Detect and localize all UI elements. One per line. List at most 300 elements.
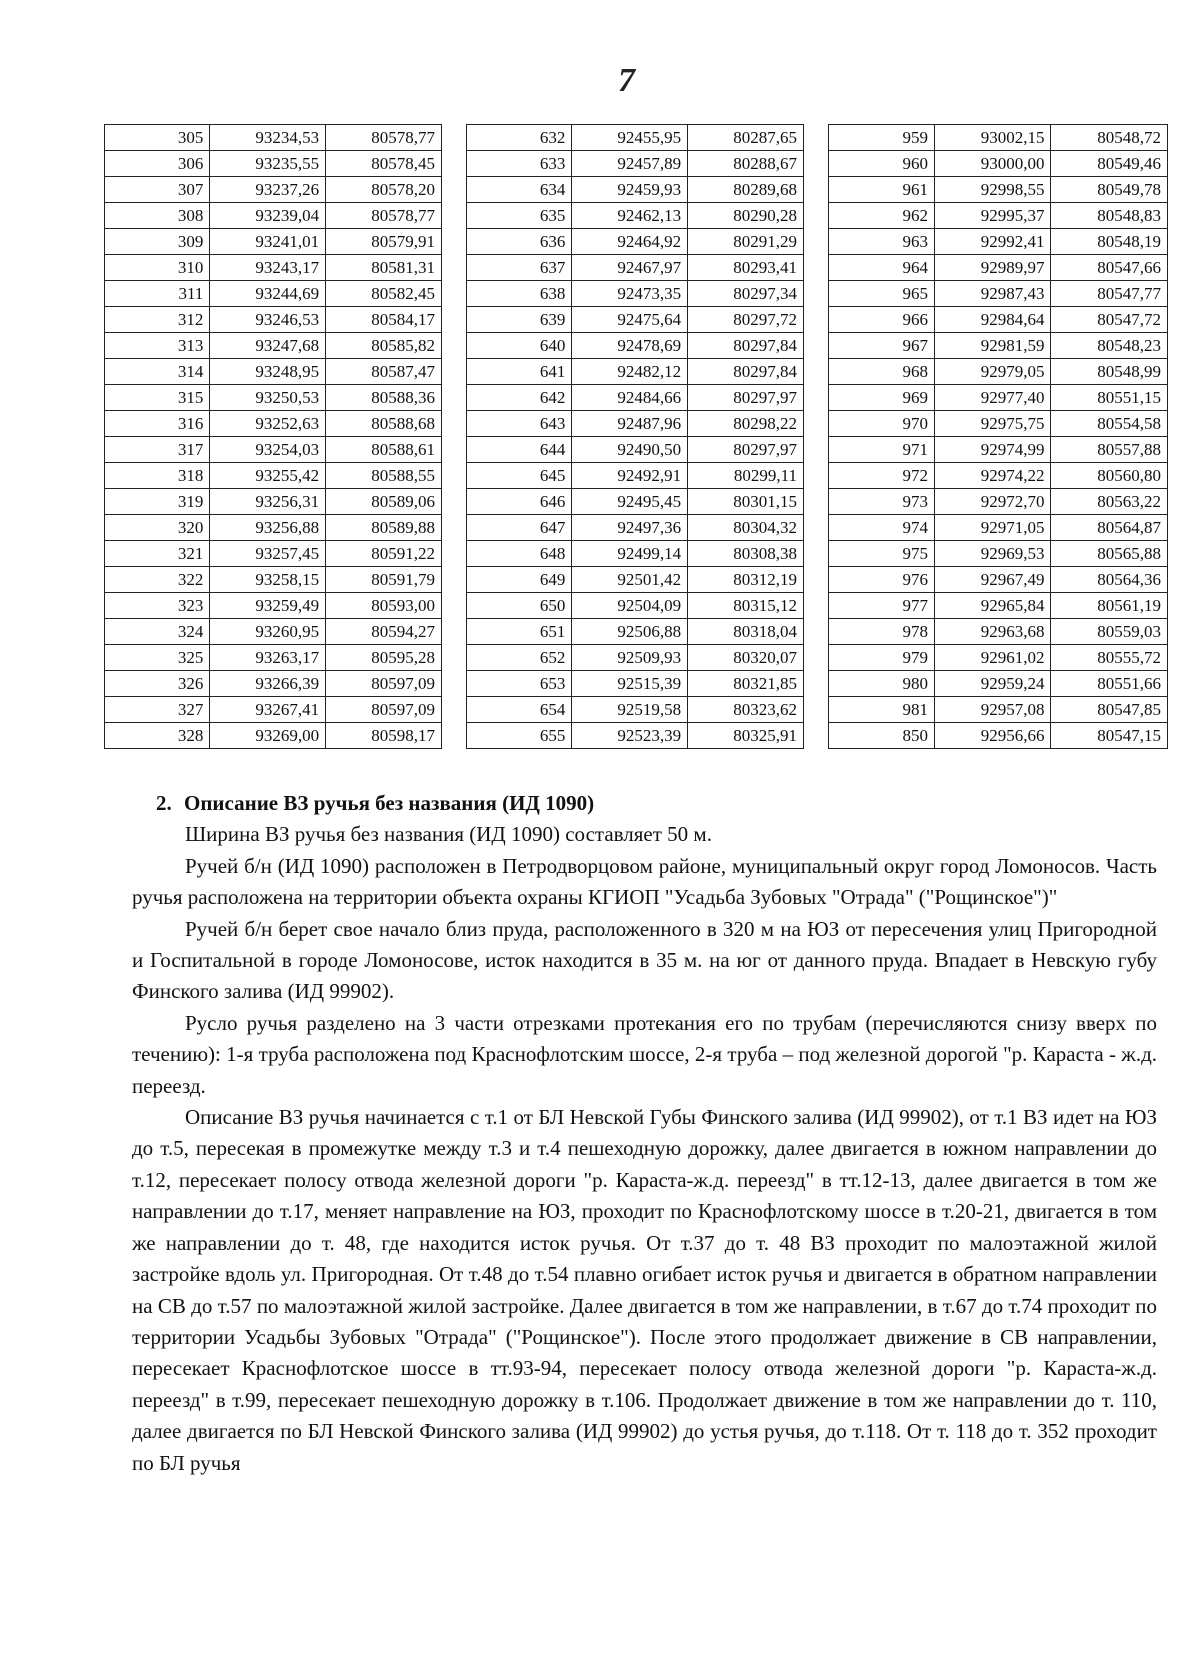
x-coordinate-cell: 92478,69 <box>572 333 688 359</box>
point-number-cell: 971 <box>829 437 935 463</box>
table-row <box>829 333 1168 359</box>
point-number-cell: 326 <box>105 671 210 697</box>
table-row <box>829 697 1168 723</box>
table-row <box>829 723 1168 749</box>
point-number-cell: 327 <box>105 697 210 723</box>
point-number-cell: 643 <box>467 411 572 437</box>
point-number-cell: 325 <box>105 645 210 671</box>
point-number-cell: 977 <box>829 593 935 619</box>
y-coordinate-cell: 80578,45 <box>326 151 442 177</box>
table-row <box>829 203 1168 229</box>
x-coordinate-cell: 92462,13 <box>572 203 688 229</box>
x-coordinate-cell: 92957,08 <box>934 697 1051 723</box>
x-coordinate-cell: 92484,66 <box>572 385 688 411</box>
table-row <box>105 437 442 463</box>
point-number-cell: 637 <box>467 255 572 281</box>
y-coordinate-cell: 80325,91 <box>688 723 804 749</box>
y-coordinate-cell: 80293,41 <box>688 255 804 281</box>
section-title: Описание ВЗ ручья без названия (ИД 1090) <box>184 791 595 815</box>
point-number-cell: 635 <box>467 203 572 229</box>
point-number-cell: 961 <box>829 177 935 203</box>
y-coordinate-cell: 80297,97 <box>688 437 804 463</box>
table-row <box>467 255 804 281</box>
table-row <box>467 151 804 177</box>
x-coordinate-cell: 93246,53 <box>210 307 326 333</box>
x-coordinate-cell: 92969,53 <box>934 541 1051 567</box>
point-number-cell: 980 <box>829 671 935 697</box>
point-number-cell: 960 <box>829 151 935 177</box>
y-coordinate-cell: 80565,88 <box>1051 541 1168 567</box>
x-coordinate-cell: 93260,95 <box>210 619 326 645</box>
table-row <box>829 151 1168 177</box>
point-number-cell: 979 <box>829 645 935 671</box>
x-coordinate-cell: 92487,96 <box>572 411 688 437</box>
point-number-cell: 966 <box>829 307 935 333</box>
y-coordinate-cell: 80547,85 <box>1051 697 1168 723</box>
point-number-cell: 638 <box>467 281 572 307</box>
x-coordinate-cell: 92515,39 <box>572 671 688 697</box>
table-row <box>105 151 442 177</box>
point-number-cell: 324 <box>105 619 210 645</box>
paragraph-description: Описание ВЗ ручья начинается с т.1 от БЛ Невской Губы Финского залива (ИД 99902), от т.1 ВЗ идет на ЮЗ до т.5, пересекая в промежутке между т.3 и т.4 пешеходную дорожку, далее двигается в южном направлении до т.12, пересекает полосу отвода железной дороги "р. Караста-ж.д. переезд" в тт.12-13, далее двигается в том же направлении до т.17, меняет направление на ЮЗ, проходит по Краснофлотскому шоссе в т.20-21, двигается в том же направлении до т. 48, где находится исток ручья. От т.37 до т. 48 ВЗ проходит по малоэтажной жилой застройке вдоль ул. Пригородная. От т.48 до т.54 плавно огибает исток ручья и двигается в обратном направлении на СВ до т.57 по малоэтажной жилой застройке. Далее двигается в том же направлении, в т.67 до т.74 проходит по территории Усадьбы Зубовых "Отрада" ("Рощинское"). После этого продолжает движение в СВ направлении, пересекает Краснофлотское шоссе в тт.93-94, пересекает полосу отвода железной дороги "р. Караста-ж.д. переезд" в т.99, пересекает пешеходную дорожку в т.106. Продолжает движение в том же направлении до т. 110, далее двигается по БЛ Невской Финского залива (ИД 99902) до устья ручья, до т.118. От т. 118 до т. 352 проходит по БЛ ручья <box>132 1105 1157 1475</box>
y-coordinate-cell: 80549,46 <box>1051 151 1168 177</box>
x-coordinate-cell: 92501,42 <box>572 567 688 593</box>
point-number-cell: 970 <box>829 411 935 437</box>
point-number-cell: 311 <box>105 281 210 307</box>
point-number-cell: 636 <box>467 229 572 255</box>
x-coordinate-cell: 92979,05 <box>934 359 1051 385</box>
point-number-cell: 305 <box>105 125 210 151</box>
paragraph-location: Ручей б/н (ИД 1090) расположен в Петродворцовом районе, муниципальный округ город Ломоносов. Часть ручья расположена на территории объекта охраны КГИОП "Усадьба Зубовых "Отрада" ("Рощинское")" <box>132 853 1157 910</box>
x-coordinate-cell: 92974,22 <box>934 463 1051 489</box>
y-coordinate-cell: 80597,09 <box>326 671 442 697</box>
y-coordinate-cell: 80315,12 <box>688 593 804 619</box>
table-row <box>105 411 442 437</box>
point-number-cell: 974 <box>829 515 935 541</box>
x-coordinate-cell: 92972,70 <box>934 489 1051 515</box>
table-row <box>467 359 804 385</box>
table-row <box>467 619 804 645</box>
table-row <box>829 359 1168 385</box>
point-number-cell: 968 <box>829 359 935 385</box>
point-number-cell: 965 <box>829 281 935 307</box>
table-row <box>467 333 804 359</box>
table-row <box>105 307 442 333</box>
y-coordinate-cell: 80297,84 <box>688 359 804 385</box>
x-coordinate-cell: 92475,64 <box>572 307 688 333</box>
x-coordinate-cell: 92495,45 <box>572 489 688 515</box>
table-row <box>105 203 442 229</box>
table-row <box>467 541 804 567</box>
y-coordinate-cell: 80548,72 <box>1051 125 1168 151</box>
table-row <box>467 463 804 489</box>
point-number-cell: 642 <box>467 385 572 411</box>
point-number-cell: 850 <box>829 723 935 749</box>
table-row <box>105 697 442 723</box>
y-coordinate-cell: 80559,03 <box>1051 619 1168 645</box>
point-number-cell: 312 <box>105 307 210 333</box>
point-number-cell: 317 <box>105 437 210 463</box>
x-coordinate-cell: 93247,68 <box>210 333 326 359</box>
x-coordinate-cell: 93248,95 <box>210 359 326 385</box>
point-number-cell: 307 <box>105 177 210 203</box>
table-row <box>829 671 1168 697</box>
x-coordinate-cell: 93256,88 <box>210 515 326 541</box>
y-coordinate-cell: 80299,11 <box>688 463 804 489</box>
y-coordinate-cell: 80548,83 <box>1051 203 1168 229</box>
point-number-cell: 319 <box>105 489 210 515</box>
table-row <box>467 229 804 255</box>
y-coordinate-cell: 80547,72 <box>1051 307 1168 333</box>
x-coordinate-cell: 92504,09 <box>572 593 688 619</box>
x-coordinate-cell: 92523,39 <box>572 723 688 749</box>
x-coordinate-cell: 92956,66 <box>934 723 1051 749</box>
table-row <box>829 515 1168 541</box>
table-row <box>829 307 1168 333</box>
table-row <box>829 645 1168 671</box>
y-coordinate-cell: 80579,91 <box>326 229 442 255</box>
point-number-cell: 314 <box>105 359 210 385</box>
point-number-cell: 646 <box>467 489 572 515</box>
table-row <box>467 307 804 333</box>
y-coordinate-cell: 80304,32 <box>688 515 804 541</box>
table-row <box>467 411 804 437</box>
table-row <box>829 541 1168 567</box>
x-coordinate-cell: 92965,84 <box>934 593 1051 619</box>
x-coordinate-cell: 92519,58 <box>572 697 688 723</box>
point-number-cell: 633 <box>467 151 572 177</box>
y-coordinate-cell: 80298,22 <box>688 411 804 437</box>
x-coordinate-cell: 92977,40 <box>934 385 1051 411</box>
point-number-cell: 967 <box>829 333 935 359</box>
y-coordinate-cell: 80551,15 <box>1051 385 1168 411</box>
table-row <box>467 645 804 671</box>
y-coordinate-cell: 80297,97 <box>688 385 804 411</box>
x-coordinate-cell: 92490,50 <box>572 437 688 463</box>
y-coordinate-cell: 80287,65 <box>688 125 804 151</box>
x-coordinate-cell: 93252,63 <box>210 411 326 437</box>
point-number-cell: 648 <box>467 541 572 567</box>
y-coordinate-cell: 80547,15 <box>1051 723 1168 749</box>
x-coordinate-cell: 92971,05 <box>934 515 1051 541</box>
table-row <box>829 463 1168 489</box>
table-row <box>467 567 804 593</box>
x-coordinate-cell: 92987,43 <box>934 281 1051 307</box>
point-number-cell: 976 <box>829 567 935 593</box>
x-coordinate-cell: 93259,49 <box>210 593 326 619</box>
y-coordinate-cell: 80588,55 <box>326 463 442 489</box>
x-coordinate-cell: 93243,17 <box>210 255 326 281</box>
table-row <box>467 671 804 697</box>
y-coordinate-cell: 80561,19 <box>1051 593 1168 619</box>
x-coordinate-cell: 93258,15 <box>210 567 326 593</box>
x-coordinate-cell: 93241,01 <box>210 229 326 255</box>
table-row <box>105 385 442 411</box>
x-coordinate-cell: 93235,55 <box>210 151 326 177</box>
point-number-cell: 328 <box>105 723 210 749</box>
x-coordinate-cell: 93237,26 <box>210 177 326 203</box>
y-coordinate-cell: 80297,34 <box>688 281 804 307</box>
point-number-cell: 322 <box>105 567 210 593</box>
point-number-cell: 655 <box>467 723 572 749</box>
point-number-cell: 309 <box>105 229 210 255</box>
coordinates-table-3 <box>828 124 1168 749</box>
point-number-cell: 640 <box>467 333 572 359</box>
y-coordinate-cell: 80560,80 <box>1051 463 1168 489</box>
table-row <box>467 125 804 151</box>
x-coordinate-cell: 92967,49 <box>934 567 1051 593</box>
y-coordinate-cell: 80585,82 <box>326 333 442 359</box>
y-coordinate-cell: 80288,67 <box>688 151 804 177</box>
x-coordinate-cell: 93257,45 <box>210 541 326 567</box>
y-coordinate-cell: 80291,29 <box>688 229 804 255</box>
y-coordinate-cell: 80308,38 <box>688 541 804 567</box>
point-number-cell: 963 <box>829 229 935 255</box>
x-coordinate-cell: 92989,97 <box>934 255 1051 281</box>
point-number-cell: 315 <box>105 385 210 411</box>
x-coordinate-cell: 92482,12 <box>572 359 688 385</box>
y-coordinate-cell: 80597,09 <box>326 697 442 723</box>
x-coordinate-cell: 92509,93 <box>572 645 688 671</box>
table-row <box>105 229 442 255</box>
y-coordinate-cell: 80591,22 <box>326 541 442 567</box>
point-number-cell: 652 <box>467 645 572 671</box>
point-number-cell: 959 <box>829 125 935 151</box>
table-row <box>467 385 804 411</box>
table-row <box>829 411 1168 437</box>
x-coordinate-cell: 93263,17 <box>210 645 326 671</box>
y-coordinate-cell: 80554,58 <box>1051 411 1168 437</box>
x-coordinate-cell: 92492,91 <box>572 463 688 489</box>
section-text <box>132 788 1157 1479</box>
point-number-cell: 972 <box>829 463 935 489</box>
point-number-cell: 653 <box>467 671 572 697</box>
y-coordinate-cell: 80591,79 <box>326 567 442 593</box>
point-number-cell: 654 <box>467 697 572 723</box>
table-row <box>829 281 1168 307</box>
table-row <box>105 567 442 593</box>
y-coordinate-cell: 80589,06 <box>326 489 442 515</box>
point-number-cell: 645 <box>467 463 572 489</box>
paragraph-width: Ширина ВЗ ручья без названия (ИД 1090) составляет 50 м. <box>185 822 712 847</box>
y-coordinate-cell: 80551,66 <box>1051 671 1168 697</box>
table-row <box>105 593 442 619</box>
table-row <box>829 177 1168 203</box>
y-coordinate-cell: 80593,00 <box>326 593 442 619</box>
y-coordinate-cell: 80578,77 <box>326 203 442 229</box>
section-number: 2. <box>156 791 172 815</box>
x-coordinate-cell: 92992,41 <box>934 229 1051 255</box>
y-coordinate-cell: 80578,77 <box>326 125 442 151</box>
point-number-cell: 313 <box>105 333 210 359</box>
point-number-cell: 973 <box>829 489 935 515</box>
y-coordinate-cell: 80301,15 <box>688 489 804 515</box>
x-coordinate-cell: 93234,53 <box>210 125 326 151</box>
y-coordinate-cell: 80548,23 <box>1051 333 1168 359</box>
section-heading <box>132 788 1157 819</box>
table-row <box>829 489 1168 515</box>
point-number-cell: 644 <box>467 437 572 463</box>
table-row <box>467 203 804 229</box>
x-coordinate-cell: 93254,03 <box>210 437 326 463</box>
x-coordinate-cell: 92506,88 <box>572 619 688 645</box>
y-coordinate-cell: 80318,04 <box>688 619 804 645</box>
table-row <box>467 177 804 203</box>
x-coordinate-cell: 92499,14 <box>572 541 688 567</box>
y-coordinate-cell: 80588,36 <box>326 385 442 411</box>
point-number-cell: 639 <box>467 307 572 333</box>
table-row <box>467 515 804 541</box>
x-coordinate-cell: 92961,02 <box>934 645 1051 671</box>
x-coordinate-cell: 92459,93 <box>572 177 688 203</box>
y-coordinate-cell: 80548,19 <box>1051 229 1168 255</box>
x-coordinate-cell: 92455,95 <box>572 125 688 151</box>
y-coordinate-cell: 80598,17 <box>326 723 442 749</box>
table-row <box>467 489 804 515</box>
table-row <box>467 593 804 619</box>
table-row <box>467 281 804 307</box>
y-coordinate-cell: 80312,19 <box>688 567 804 593</box>
x-coordinate-cell: 92974,99 <box>934 437 1051 463</box>
y-coordinate-cell: 80595,28 <box>326 645 442 671</box>
x-coordinate-cell: 93267,41 <box>210 697 326 723</box>
x-coordinate-cell: 93239,04 <box>210 203 326 229</box>
x-coordinate-cell: 93269,00 <box>210 723 326 749</box>
point-number-cell: 316 <box>105 411 210 437</box>
y-coordinate-cell: 80581,31 <box>326 255 442 281</box>
table-row <box>105 359 442 385</box>
point-number-cell: 310 <box>105 255 210 281</box>
point-number-cell: 323 <box>105 593 210 619</box>
point-number-cell: 632 <box>467 125 572 151</box>
x-coordinate-cell: 92497,36 <box>572 515 688 541</box>
table-row <box>829 437 1168 463</box>
table-row <box>829 385 1168 411</box>
y-coordinate-cell: 80289,68 <box>688 177 804 203</box>
table-row <box>105 489 442 515</box>
x-coordinate-cell: 92464,92 <box>572 229 688 255</box>
x-coordinate-cell: 93255,42 <box>210 463 326 489</box>
x-coordinate-cell: 92457,89 <box>572 151 688 177</box>
y-coordinate-cell: 80297,72 <box>688 307 804 333</box>
y-coordinate-cell: 80321,85 <box>688 671 804 697</box>
x-coordinate-cell: 93256,31 <box>210 489 326 515</box>
x-coordinate-cell: 92995,37 <box>934 203 1051 229</box>
y-coordinate-cell: 80584,17 <box>326 307 442 333</box>
point-number-cell: 634 <box>467 177 572 203</box>
paragraph-channel: Русло ручья разделено на 3 части отрезками протекания его по трубам (перечисляются снизу вверх по течению): 1-я труба расположена под Краснофлотским шоссе, 2-я труба – под железной дорогой "р. Караста - ж.д. переезд. <box>132 1010 1157 1098</box>
table-row <box>829 593 1168 619</box>
x-coordinate-cell: 92975,75 <box>934 411 1051 437</box>
x-coordinate-cell: 92473,35 <box>572 281 688 307</box>
x-coordinate-cell: 93002,15 <box>934 125 1051 151</box>
y-coordinate-cell: 80548,99 <box>1051 359 1168 385</box>
x-coordinate-cell: 93244,69 <box>210 281 326 307</box>
y-coordinate-cell: 80323,62 <box>688 697 804 723</box>
point-number-cell: 978 <box>829 619 935 645</box>
table-row <box>105 619 442 645</box>
y-coordinate-cell: 80297,84 <box>688 333 804 359</box>
point-number-cell: 981 <box>829 697 935 723</box>
y-coordinate-cell: 80563,22 <box>1051 489 1168 515</box>
table-row <box>105 645 442 671</box>
x-coordinate-cell: 93250,53 <box>210 385 326 411</box>
point-number-cell: 306 <box>105 151 210 177</box>
table-row <box>105 515 442 541</box>
table-row <box>829 229 1168 255</box>
x-coordinate-cell: 93000,00 <box>934 151 1051 177</box>
y-coordinate-cell: 80547,66 <box>1051 255 1168 281</box>
y-coordinate-cell: 80594,27 <box>326 619 442 645</box>
y-coordinate-cell: 80589,88 <box>326 515 442 541</box>
table-row <box>105 255 442 281</box>
point-number-cell: 962 <box>829 203 935 229</box>
y-coordinate-cell: 80555,72 <box>1051 645 1168 671</box>
x-coordinate-cell: 92959,24 <box>934 671 1051 697</box>
point-number-cell: 647 <box>467 515 572 541</box>
table-row <box>829 255 1168 281</box>
y-coordinate-cell: 80564,87 <box>1051 515 1168 541</box>
coordinates-table-1 <box>104 124 442 749</box>
y-coordinate-cell: 80578,20 <box>326 177 442 203</box>
x-coordinate-cell: 93266,39 <box>210 671 326 697</box>
table-row <box>105 177 442 203</box>
x-coordinate-cell: 92467,97 <box>572 255 688 281</box>
point-number-cell: 641 <box>467 359 572 385</box>
y-coordinate-cell: 80588,68 <box>326 411 442 437</box>
y-coordinate-cell: 80582,45 <box>326 281 442 307</box>
point-number-cell: 964 <box>829 255 935 281</box>
table-row <box>829 619 1168 645</box>
x-coordinate-cell: 92984,64 <box>934 307 1051 333</box>
point-number-cell: 651 <box>467 619 572 645</box>
x-coordinate-cell: 92963,68 <box>934 619 1051 645</box>
x-coordinate-cell: 92981,59 <box>934 333 1051 359</box>
y-coordinate-cell: 80588,61 <box>326 437 442 463</box>
table-row <box>829 567 1168 593</box>
table-row <box>105 723 442 749</box>
y-coordinate-cell: 80587,47 <box>326 359 442 385</box>
y-coordinate-cell: 80290,28 <box>688 203 804 229</box>
y-coordinate-cell: 80320,07 <box>688 645 804 671</box>
point-number-cell: 308 <box>105 203 210 229</box>
point-number-cell: 318 <box>105 463 210 489</box>
table-row <box>105 333 442 359</box>
point-number-cell: 320 <box>105 515 210 541</box>
y-coordinate-cell: 80547,77 <box>1051 281 1168 307</box>
point-number-cell: 650 <box>467 593 572 619</box>
x-coordinate-cell: 92998,55 <box>934 177 1051 203</box>
table-row <box>467 697 804 723</box>
y-coordinate-cell: 80549,78 <box>1051 177 1168 203</box>
table-row <box>829 125 1168 151</box>
point-number-cell: 321 <box>105 541 210 567</box>
point-number-cell: 969 <box>829 385 935 411</box>
coordinates-table-2 <box>466 124 804 749</box>
y-coordinate-cell: 80564,36 <box>1051 567 1168 593</box>
point-number-cell: 649 <box>467 567 572 593</box>
table-row <box>467 437 804 463</box>
y-coordinate-cell: 80557,88 <box>1051 437 1168 463</box>
table-row <box>105 463 442 489</box>
paragraph-source: Ручей б/н берет свое начало близ пруда, расположенного в 320 м на ЮЗ от пересечения улиц Пригородной и Госпитальной в городе Ломоносове, исток находится в 35 м. на юг от данного пруда. Впадает в Невскую губу Финского залива (ИД 99902). <box>132 916 1157 1004</box>
page-number: 7 <box>618 62 635 99</box>
table-row <box>105 671 442 697</box>
table-row <box>105 541 442 567</box>
table-row <box>105 281 442 307</box>
table-row <box>467 723 804 749</box>
point-number-cell: 975 <box>829 541 935 567</box>
